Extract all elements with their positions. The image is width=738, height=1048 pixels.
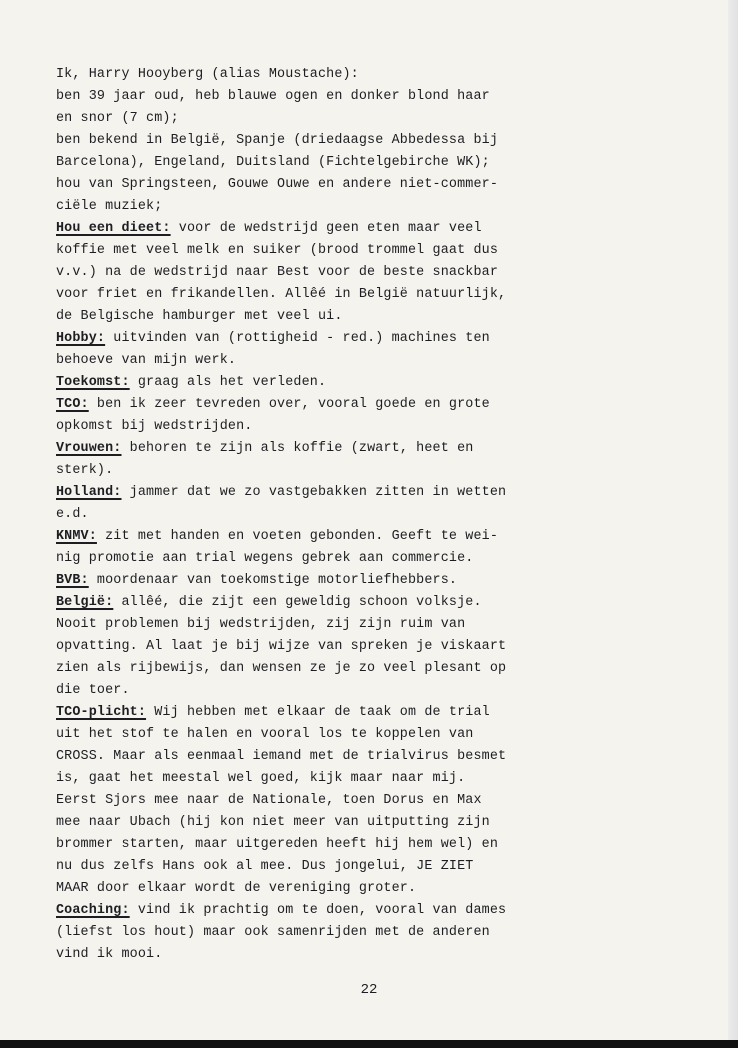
text-line: Holland: jammer dat we zo vastgebakken zitten in wetten xyxy=(56,485,507,500)
scan-bottom-border xyxy=(0,1040,738,1048)
text-line: Coaching: vind ik prachtig om te doen, vooral van dames xyxy=(56,903,507,918)
section-label-tco-plicht: TCO-plicht: xyxy=(56,705,147,720)
section-label-vrouwen: Vrouwen: xyxy=(56,441,122,456)
text-line: opvatting. Al laat je bij wijze van spreken je viskaart xyxy=(56,639,507,654)
text-line: ben 39 jaar oud, heb blauwe ogen en donker blond haar xyxy=(56,89,490,104)
text-line: België: allêé, die zijt een geweldig schoon volksje. xyxy=(56,595,482,610)
page-edge-shadow xyxy=(728,0,738,1048)
text-line: CROSS. Maar als eenmaal iemand met de trialvirus besmet xyxy=(56,749,507,764)
text-line: sterk). xyxy=(56,463,114,478)
text-line: Ik, Harry Hooyberg (alias Moustache): xyxy=(56,67,359,82)
text-line: BVB: moordenaar van toekomstige motorliefhebbers. xyxy=(56,573,458,588)
section-label-dieet: Hou een dieet: xyxy=(56,221,171,236)
section-label-toekomst: Toekomst: xyxy=(56,375,130,390)
text-line: die toer. xyxy=(56,683,130,698)
section-label-holland: Holland: xyxy=(56,485,122,500)
text-line: Vrouwen: behoren te zijn als koffie (zwart, heet en xyxy=(56,441,474,456)
section-label-bvb: BVB: xyxy=(56,573,89,588)
text-line: Barcelona), Engeland, Duitsland (Fichtelgebirche WK); xyxy=(56,155,490,170)
text-line: MAAR door elkaar wordt de vereniging groter. xyxy=(56,881,417,896)
text-line: Hobby: uitvinden van (rottigheid - red.) machines ten xyxy=(56,331,490,346)
text-line: voor friet en frikandellen. Allêé in België natuurlijk, xyxy=(56,287,507,302)
section-label-knmv: KNMV: xyxy=(56,529,97,544)
text-line: nu dus zelfs Hans ook al mee. Dus jongelui, JE ZIET xyxy=(56,859,474,874)
text-line: KNMV: zit met handen en voeten gebonden. Geeft te wei- xyxy=(56,529,499,544)
text-line: Eerst Sjors mee naar de Nationale, toen Dorus en Max xyxy=(56,793,482,808)
text-line: Toekomst: graag als het verleden. xyxy=(56,375,327,390)
section-label-tco: TCO: xyxy=(56,397,89,412)
text-line: de Belgische hamburger met veel ui. xyxy=(56,309,343,324)
text-line: TCO-plicht: Wij hebben met elkaar de taak om de trial xyxy=(56,705,490,720)
text-line: v.v.) na de wedstrijd naar Best voor de beste snackbar xyxy=(56,265,499,280)
text-line: e.d. xyxy=(56,507,89,522)
text-line: mee naar Ubach (hij kon niet meer van uitputting zijn xyxy=(56,815,490,830)
text-line: ciële muziek; xyxy=(56,199,163,214)
text-line: hou van Springsteen, Gouwe Ouwe en andere niet-commer- xyxy=(56,177,499,192)
text-line: TCO: ben ik zeer tevreden over, vooral goede en grote xyxy=(56,397,490,412)
text-line: opkomst bij wedstrijden. xyxy=(56,419,253,434)
section-label-hobby: Hobby: xyxy=(56,331,106,346)
text-line: zien als rijbewijs, dan wensen ze je zo veel plesant op xyxy=(56,661,507,676)
text-line: nig promotie aan trial wegens gebrek aan commercie. xyxy=(56,551,474,566)
text-line: ben bekend in België, Spanje (driedaagse Abbedessa bij xyxy=(56,133,499,148)
text-line: behoeve van mijn werk. xyxy=(56,353,237,368)
text-line: koffie met veel melk en suiker (brood trommel gaat dus xyxy=(56,243,499,258)
page-number: 22 xyxy=(360,982,378,998)
section-label-belgie: België: xyxy=(56,595,114,610)
section-label-coaching: Coaching: xyxy=(56,903,130,918)
text-line: uit het stof te halen en vooral los te koppelen van xyxy=(56,727,474,742)
document-body xyxy=(56,64,666,966)
text-line: vind ik mooi. xyxy=(56,947,163,962)
text-line: en snor (7 cm); xyxy=(56,111,179,126)
text-line: (liefst los hout) maar ook samenrijden met de anderen xyxy=(56,925,490,940)
text-line: is, gaat het meestal wel goed, kijk maar naar mij. xyxy=(56,771,466,786)
text-line: brommer starten, maar uitgereden heeft hij hem wel) en xyxy=(56,837,499,852)
text-line: Hou een dieet: voor de wedstrijd geen eten maar veel xyxy=(56,221,482,236)
text-line: Nooit problemen bij wedstrijden, zij zijn ruim van xyxy=(56,617,466,632)
